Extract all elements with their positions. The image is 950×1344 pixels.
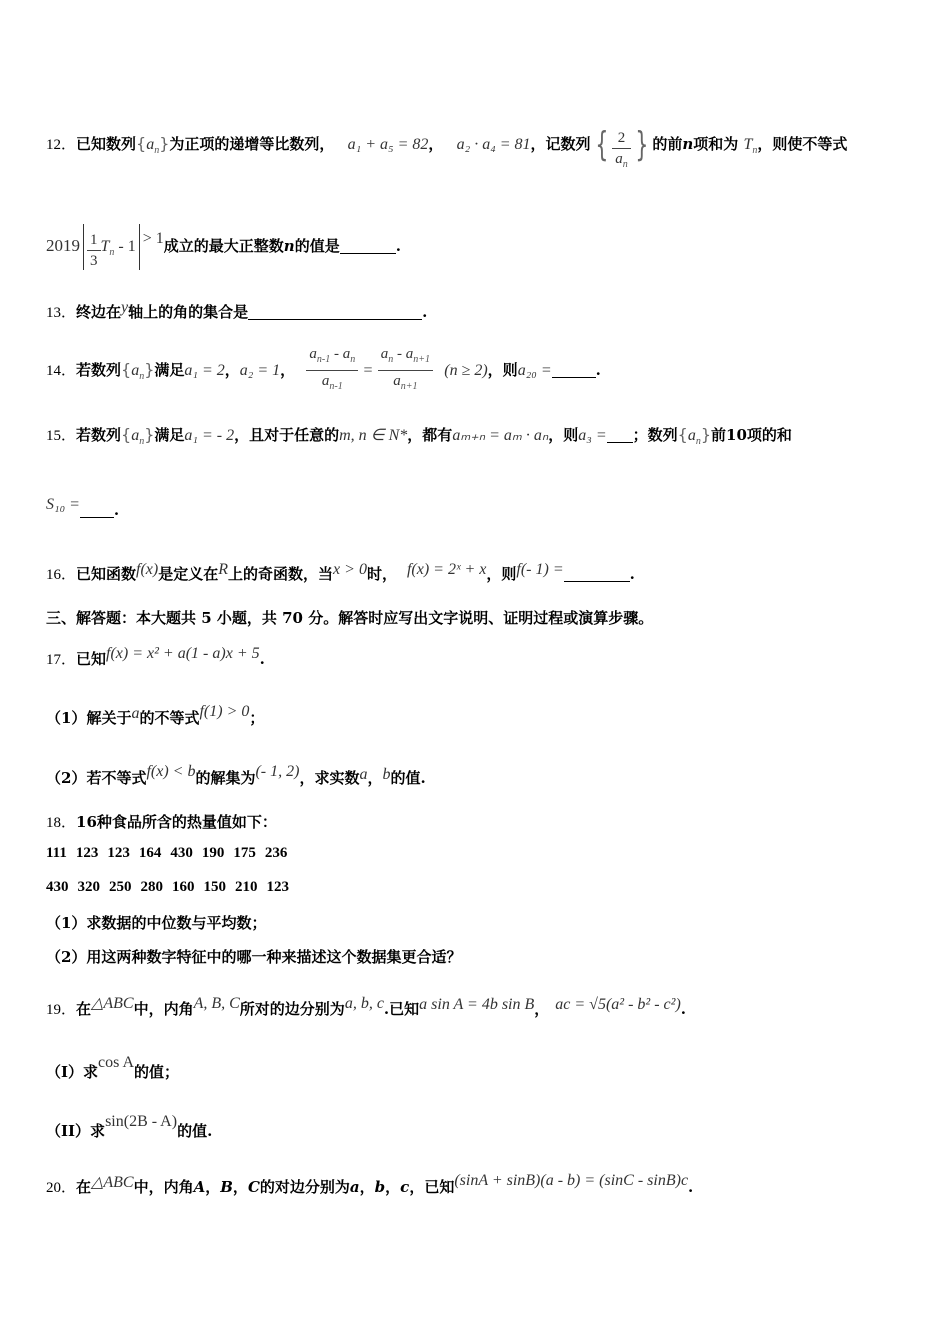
brace-left-icon: { xyxy=(121,425,132,444)
variable-B: B xyxy=(220,1178,233,1196)
variable-n: n xyxy=(682,135,694,153)
equation: S₁₀ = xyxy=(46,496,80,513)
numerator: $a_n - a_{n+1}$ xyxy=(378,344,433,371)
question-number: 15． xyxy=(46,428,77,444)
text: ； xyxy=(249,709,265,727)
text: 满足 xyxy=(154,361,185,379)
variable-n: n xyxy=(283,237,295,255)
variable-a: a xyxy=(349,1178,360,1196)
text: 的值. xyxy=(177,1122,213,1140)
text: ；数列 xyxy=(632,426,678,444)
data-value: 190 xyxy=(201,845,225,861)
data-value: 280 xyxy=(140,879,163,895)
question-number: 18． xyxy=(46,815,77,831)
variable-b: b xyxy=(382,766,391,783)
equation: ac = √5(a² - b² - c²) xyxy=(555,996,681,1013)
equation: f(x) xyxy=(136,561,159,578)
text: 若数列 xyxy=(76,361,122,379)
equation: m, n ∈ N* xyxy=(339,427,408,444)
equation: f(- 1) = xyxy=(516,561,564,578)
text: 若不等式 xyxy=(86,769,147,787)
brace-right-icon: } xyxy=(635,125,649,165)
text: 的值. xyxy=(390,769,426,787)
number: 2019 xyxy=(46,236,80,255)
equation: a₁ = 2 xyxy=(184,362,225,379)
triangle: △ABC xyxy=(91,1174,134,1191)
equation: aₘ₊ₙ = aₘ · aₙ xyxy=(452,427,549,444)
text: ，则使不等式 xyxy=(757,135,848,153)
brace-right-icon: } xyxy=(144,425,155,444)
text: 已知函数 xyxy=(76,565,137,583)
data-value: 111 xyxy=(46,845,67,861)
denominator: $a_n$ xyxy=(615,151,628,170)
part-label: （II） xyxy=(46,1122,91,1140)
numerator: $a_{n-1} - a_n$ xyxy=(306,344,358,371)
equation: a₁ + a₅ = 82 xyxy=(347,136,429,153)
equation: (- 1, 2) xyxy=(255,763,300,780)
text: 的值； xyxy=(134,1063,180,1081)
text: 中，内角 xyxy=(133,1000,194,1018)
answer-blank[interactable] xyxy=(564,567,630,582)
equation: f(x) < b xyxy=(146,763,196,780)
equation: a₃ = xyxy=(578,427,607,444)
question-18-part-2: （2）用这两种数字特征中的哪一种来描述这个数据集更合适？ xyxy=(46,948,462,966)
math-a-n: $a_n$ xyxy=(131,427,145,447)
text: 上的奇函数，当 xyxy=(228,565,334,583)
data-value: 123 xyxy=(266,879,289,895)
equation: a₂₀ = xyxy=(517,362,552,379)
data-value: 430 xyxy=(46,879,69,895)
abs-bar-right xyxy=(139,224,140,270)
question-12 xyxy=(46,125,848,175)
fraction xyxy=(87,230,101,271)
data-row-1 xyxy=(46,845,296,862)
question-13: 13．终边在y轴上的角的集合是 . xyxy=(46,299,428,321)
variable-A: A xyxy=(193,1178,206,1196)
variable-R: R xyxy=(218,561,229,578)
question-18-part-1: （1）求数据的中位数与平均数； xyxy=(46,914,267,932)
equation: (sinA + sinB)(a - b) = (sinC - sinB)c xyxy=(454,1172,689,1189)
text: 项和为 xyxy=(693,135,739,153)
question-18 xyxy=(46,812,277,833)
data-value: 175 xyxy=(233,845,256,861)
triangle: △ABC xyxy=(91,995,134,1012)
text: ，记数列 xyxy=(530,135,591,153)
equation: a₂ = 1 xyxy=(239,362,281,379)
brace-left-icon: { xyxy=(121,360,132,379)
math-a-n: $a_n$ xyxy=(687,427,701,447)
answer-blank[interactable] xyxy=(607,428,633,443)
text: ， xyxy=(534,1000,550,1018)
data-value: 164 xyxy=(138,845,162,861)
text: 求 xyxy=(90,1122,106,1140)
number: 16 xyxy=(76,813,97,831)
denominator: 3 xyxy=(90,253,98,269)
variable-a: a xyxy=(359,766,368,783)
question-19 xyxy=(46,994,686,1020)
numerator: 2 xyxy=(612,128,631,149)
text: ，求实数 xyxy=(299,769,360,787)
section-heading: 三、解答题：本大题共 5 小题，共 70 分。解答时应写出文字说明、证明过程或演算步骤。 xyxy=(46,609,654,627)
question-20 xyxy=(46,1171,693,1198)
equation: sin(2B - A) xyxy=(105,1113,178,1130)
denominator: $a_{n-1}$ xyxy=(321,373,343,392)
text: 的对边分别为 xyxy=(259,1178,350,1196)
text: ，则 xyxy=(487,361,518,379)
brace-left-icon: { xyxy=(136,134,147,153)
question-19-part-2 xyxy=(46,1112,212,1141)
question-14: 14．若数列$\{a_n\}$满足a₁ = 2，a₂ = 1， $\frac{a_{n-1} - a_n}{a_{n-1}}$ = $\frac{a_n - a_{n+1}}{a_{n+1}}$ (n ≥ 2)，则a₂₀ = . xyxy=(46,344,601,388)
question-number: 12． xyxy=(46,137,77,153)
denominator: $a_{n+1}$ xyxy=(393,373,418,392)
answer-blank[interactable] xyxy=(340,239,396,254)
text: ，则 xyxy=(548,426,579,444)
text: ，已知 xyxy=(409,1178,455,1196)
text: 种食品所含的热量值如下： xyxy=(96,813,277,831)
brace-left-icon: { xyxy=(594,125,608,165)
equation: f(1) > 0 xyxy=(199,703,250,720)
text: . xyxy=(680,1000,686,1018)
text: 项的和 xyxy=(746,426,792,444)
text: 所对的边分别为 xyxy=(239,1000,345,1018)
text: ， xyxy=(385,1178,401,1196)
number: 10 xyxy=(726,426,747,444)
text: 时， xyxy=(366,565,397,583)
data-value: 236 xyxy=(264,845,288,861)
math-T-n: $T_n$ xyxy=(743,136,758,156)
part-label: （1） xyxy=(46,709,87,727)
text: 终边在 xyxy=(76,303,122,321)
text: 求 xyxy=(83,1063,99,1081)
abs-bar-left xyxy=(83,224,84,270)
text: 已知 xyxy=(76,650,107,668)
variable-b: b xyxy=(374,1178,386,1196)
inequality: > 1 xyxy=(142,230,164,247)
text: 若数列 xyxy=(76,426,122,444)
equals-sign: = xyxy=(363,362,373,379)
data-value: 160 xyxy=(172,879,195,895)
question-number: 20． xyxy=(46,1180,77,1196)
variable-y: y xyxy=(121,299,129,316)
fraction-right xyxy=(378,344,433,397)
brace-right-icon: } xyxy=(144,360,155,379)
question-17-part-1 xyxy=(46,702,264,728)
data-value: 123 xyxy=(75,845,99,861)
text: ，则 xyxy=(486,565,517,583)
question-number: 17． xyxy=(46,652,77,668)
variable-C: C xyxy=(247,1178,260,1196)
numerator: 1 xyxy=(87,230,101,251)
question-number: 19． xyxy=(46,1002,77,1018)
brace-right-icon: } xyxy=(159,134,170,153)
question-19-part-1 xyxy=(46,1053,179,1082)
data-value: 150 xyxy=(203,879,226,895)
equation: a sin A = 4b sin B xyxy=(419,996,535,1013)
question-17-part-2 xyxy=(46,762,426,788)
text: ， xyxy=(205,1178,221,1196)
equation: a₁ = - 2 xyxy=(184,427,235,444)
text: ， xyxy=(359,1178,375,1196)
text: ，且对于任意的 xyxy=(234,426,340,444)
data-value: 430 xyxy=(170,845,193,861)
brace-left-icon: { xyxy=(677,425,688,444)
text: 为正项的递增等比数列， xyxy=(169,135,335,153)
math-a-n: $a_n$ xyxy=(146,136,160,156)
question-16: 16．已知函数f(x)是定义在R上的奇函数，当x > 0时， f(x) = 2ˣ + x，则f(- 1) = . xyxy=(46,561,635,583)
data-value: 320 xyxy=(77,879,100,895)
data-row-2 xyxy=(46,879,298,896)
text: 在 xyxy=(76,1000,92,1018)
text: 解关于 xyxy=(86,709,132,727)
question-15 xyxy=(46,425,792,452)
variable-a: a xyxy=(131,705,140,722)
text: ，都有 xyxy=(407,426,453,444)
text: . xyxy=(688,1178,694,1196)
variable-c: c xyxy=(400,1178,410,1196)
part-label: （I） xyxy=(46,1063,84,1081)
text: 的前 xyxy=(652,135,683,153)
text: 的解集为 xyxy=(195,769,256,787)
equation: cos A xyxy=(98,1054,135,1071)
answer-blank[interactable] xyxy=(552,363,596,378)
answer-blank[interactable] xyxy=(80,503,114,518)
text: 已知数列 xyxy=(76,135,137,153)
text: 的不等式 xyxy=(139,709,200,727)
angles: A, B, C xyxy=(193,995,240,1012)
answer-blank[interactable] xyxy=(248,305,422,320)
text: 成立的最大正整数 xyxy=(163,237,284,255)
text: ， xyxy=(280,361,296,379)
text: 在 xyxy=(76,1178,92,1196)
data-value: 210 xyxy=(235,879,258,895)
text: ， xyxy=(224,361,240,379)
math-T-n: $T_n$ xyxy=(100,238,115,258)
brace-right-icon: } xyxy=(700,425,712,444)
text: 是定义在 xyxy=(158,565,219,583)
equation: x > 0 xyxy=(333,561,367,578)
data-value: 250 xyxy=(109,879,132,895)
question-12-continued: 2019 $\frac{1}{3}$ $T_n - 1 > 1$成立的最大正整数n的值是 . xyxy=(46,224,401,271)
equation: f(x) = 2ˣ + x xyxy=(406,561,487,578)
equation: f(x) = x² + a(1 - a)x + 5 xyxy=(106,645,260,662)
text: 中，内角 xyxy=(133,1178,194,1196)
text: 的值是 xyxy=(294,237,340,255)
text: 满足 xyxy=(154,426,185,444)
sides: a, b, c xyxy=(344,995,384,1012)
part-label: （2） xyxy=(46,769,87,787)
text: ， xyxy=(367,769,383,787)
equation: a₂ · a₄ = 81 xyxy=(456,136,531,153)
question-15-continued: S₁₀ = . xyxy=(46,496,120,519)
text: .已知 xyxy=(383,1000,420,1018)
condition: (n ≥ 2) xyxy=(444,362,488,379)
text: 前 xyxy=(711,426,727,444)
question-number: 14． xyxy=(46,363,77,379)
math-a-n: $a_n$ xyxy=(131,362,145,382)
text: ， xyxy=(428,135,444,153)
fraction xyxy=(612,128,631,175)
question-number: 13． xyxy=(46,305,77,321)
question-17: 17．已知f(x) = x² + a(1 - a)x + 5. xyxy=(46,645,265,668)
text: ， xyxy=(232,1178,248,1196)
question-number: 16． xyxy=(46,567,77,583)
fraction-left xyxy=(306,344,358,397)
data-value: 123 xyxy=(107,845,130,861)
text: 轴上的角的集合是 xyxy=(128,303,249,321)
